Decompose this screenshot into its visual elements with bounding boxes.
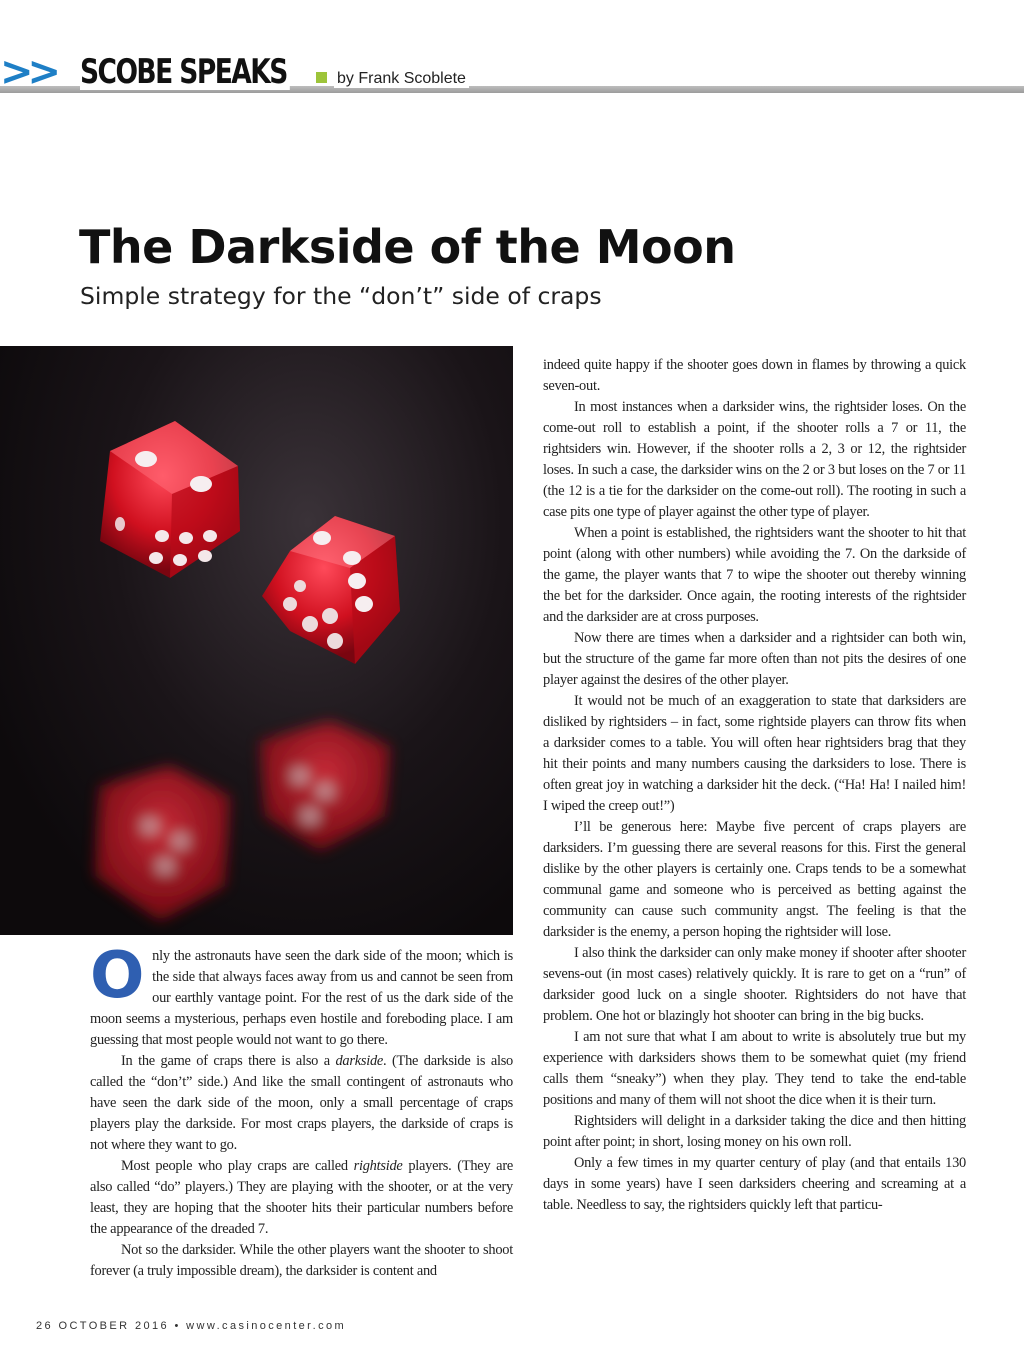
paragraph: I am not sure that what I am about to write is absolutely true but my experience with darksiders shows them to be somewhat quiet (my friend calls them “sneaky”) when they play. They tend to take the end-table positions and many of them will not shoot the dice when it is their turn.: [543, 1029, 966, 1108]
paragraph: When a point is established, the rightsiders want the shooter to hit that point (along with other numbers) while avoiding the 7. On the darkside of the game, the player wants that 7 to wipe the shooter out thereby winning the bet for the darksider. Once again, the rooting interests of the rightsider and the darksider are at cross purposes.: [543, 525, 966, 625]
section-header: [0, 50, 1024, 96]
dice-photo: [0, 346, 513, 935]
die-two: [262, 516, 400, 664]
chevron-right-icon: >>: [0, 49, 56, 95]
drop-cap: O: [90, 939, 145, 1013]
article-title: The Darkside of the Moon: [79, 220, 736, 274]
dice-reflection: [95, 721, 390, 921]
paragraph: Most people who play craps are called rightside players. (They are also called “do” players.) They are playing with the shooter, or at the very least, they are hoping that the shooter hits their particular numbers before the appearance of the dreaded 7.: [90, 1158, 513, 1237]
paragraph: In most instances when a darksider wins, the rightsider loses. On the come-out roll to establish a point, if the shooter rolls a 7 or 11, the rightsiders win. However, if the shooter rolls a 2, 3 or 12, the rightsider loses. In such a case, the darksider wins on the 2 or 3 but loses on the 7 or 11 (the 12 is a tie for the darksider on the come-out roll). The rooting in such a case pits one type of player against the other type of player.: [543, 399, 966, 520]
paragraph: I’ll be generous here: Maybe five percent of craps players are darksiders. I’m guessing there are several reasons for this. First the general dislike by the other players is certainly one. Craps tends to be a somewhat communal game and someone who is perceived as betting against the community can cause such community angst. The feeling is that the darksider is the enemy, a person hoping the rightsider will lose.: [543, 819, 966, 940]
paragraph: It would not be much of an exaggeration to state that darksiders are disliked by rightsiders – in fact, some rightside players can throw fits when a darksider comes to a table. You will often hear rightsiders brag that they hit their points and many numbers causing the darksiders to lose. There is often great joy in watching a darksider hit the deck. (“Ha! Ha! I nailed him! I wiped the creep out!”): [543, 693, 966, 814]
page-folio: 26 OCTOBER 2016 • www.casinocenter.com: [36, 1320, 347, 1332]
article-subtitle: Simple strategy for the “don’t” side of craps: [80, 282, 602, 310]
paragraph: Not so the darksider. While the other players want the shooter to shoot forever (a truly impossible dream), the darksider is content and: [90, 1242, 513, 1279]
left-column: [90, 939, 513, 1282]
paragraph: I also think the darksider can only make money if shooter after shooter sevens-out (in most cases) relatively quickly. It is rare to get on a “run” of darksider good luck on a single shooter. Rightsiders do not have that problem. One hot or blazingly hot shooter can bring in the big bucks.: [543, 945, 966, 1024]
paragraph: indeed quite happy if the shooter goes down in flames by throwing a quick seven-out.: [543, 357, 966, 394]
section-title: SCOBE SPEAKS: [80, 54, 290, 90]
paragraph: Only the astronauts have seen the dark side of the moon; which is the side that always faces away from us and cannot be seen from our earthly vantage point. For the rest of us the dark side of the moon seems a mysterious, perhaps even hostile and foreboding place. I am guessing that most people would not want to go there.: [90, 939, 513, 1048]
die-one: [100, 421, 240, 578]
paragraph: In the game of craps there is also a darkside. (The darkside is also called the “don’t” side.) And like the small contingent of astronauts who have seen the dark side of the moon, only a small percentage of craps players play the darkside. For most craps players, the darkside of craps is not where they want to go.: [90, 1053, 513, 1153]
paragraph: Now there are times when a darksider and a rightsider can both win, but the structure of the game far more often than not pits the desires of one player against the desires of the other player.: [543, 630, 966, 688]
paragraph: Rightsiders will delight in a darksider taking the dice and then hitting point after point; in short, losing money on his own roll.: [543, 1113, 966, 1150]
red-dice-icon: [0, 346, 513, 935]
square-bullet-icon: [316, 72, 327, 83]
paragraph: Only a few times in my quarter century of play (and that entails 130 days in some years) have I seen darksiders cheering and screaming at a table. Needless to say, the rightsiders quickly left that particu-: [543, 1155, 966, 1213]
right-column: [543, 355, 966, 1216]
byline: by Frank Scoblete: [334, 70, 469, 88]
